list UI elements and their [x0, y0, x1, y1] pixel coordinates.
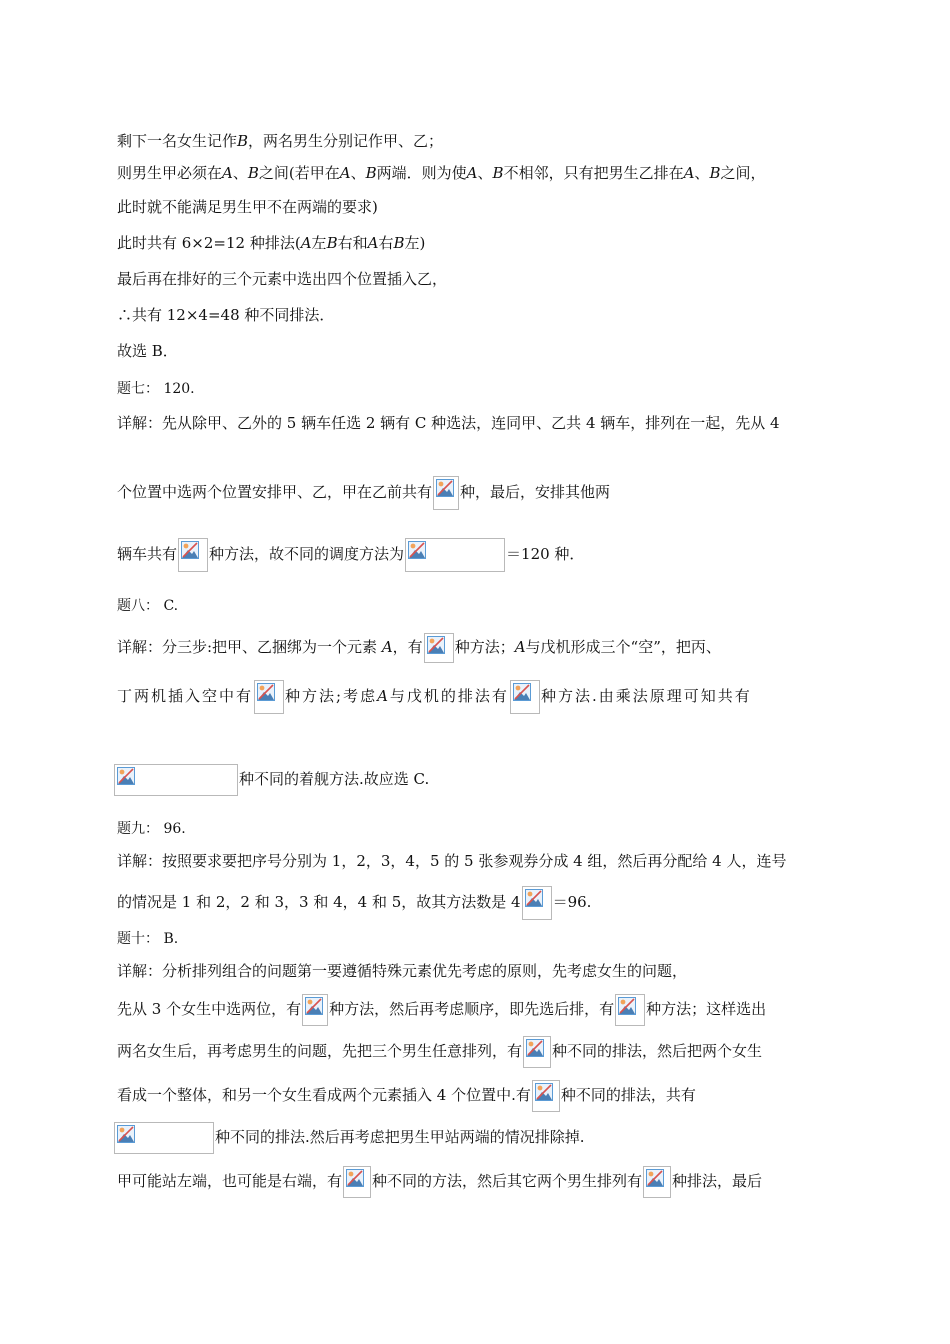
text-line: 种不同的排法.然后再考虑把男生甲站两端的情况排除掉.: [113, 1122, 585, 1144]
text-line: 剩下一名女生记作B，两名男生分别记作甲、乙；: [117, 132, 444, 150]
question-heading: 题十： B.: [117, 931, 179, 947]
text-line: 详解：分析排列组合的问题第一要遵循特殊元素优先考虑的原则，先考虑女生的问题，: [117, 962, 688, 980]
question-heading: 题八： C.: [117, 598, 179, 614]
broken-image-icon: [643, 1166, 671, 1198]
text-line: 详解：按照要求要把序号分别为 1，2，3，4，5 的 5 张参观券分成 4 组，然后再分配给 4 人，连号: [117, 852, 787, 870]
text-line: ∴共有 12×4=48 种不同排法．: [117, 306, 335, 324]
broken-image-icon: [405, 538, 505, 572]
text-line: 此时就不能满足男生甲不在两端的要求): [117, 198, 378, 216]
text-line: 则男生甲必须在A、B之间(若甲在A、B两端．则为使A、B不相邻，只有把男生乙排在A、B之间，: [117, 164, 766, 182]
text-line: 两名女生后，再考虑男生的问题，先把三个男生任意排列，有 种不同的排法，然后把两个女生: [117, 1036, 762, 1058]
text-line: 辆车共有 种方法，故不同的调度方法为 ＝120 种．: [117, 538, 584, 560]
text-line: 最后再在排好的三个元素中选出四个位置插入乙，: [117, 270, 448, 288]
text-line: 丁两机插入空中有 种方法;考虑A与戊机的排法有 种方法.由乘法原理可知共有: [117, 680, 752, 702]
broken-image-icon: [424, 633, 454, 663]
broken-image-icon: [343, 1166, 371, 1198]
text-line: 的情况是 1 和 2，2 和 3，3 和 4，4 和 5，故其方法数是 4 ＝96.: [117, 886, 591, 908]
text-line: 详解：先从除甲、乙外的 5 辆车任选 2 辆有 C 种选法，连同甲、乙共 4 辆车，排列在一起，先从 4: [117, 414, 780, 432]
text-line: 种不同的着舰方法.故应选 C.: [113, 764, 429, 786]
broken-image-icon: [523, 1036, 551, 1068]
text-line: 看成一个整体，和另一个女生看成两个元素插入 4 个位置中.有 种不同的排法，共有: [117, 1080, 696, 1102]
broken-image-icon: [114, 1122, 214, 1154]
question-heading: 题九： 96.: [117, 821, 186, 837]
broken-image-icon: [615, 994, 645, 1026]
broken-image-icon: [433, 476, 459, 510]
broken-image-icon: [302, 994, 328, 1026]
text-line: 甲可能站左端，也可能是右端，有 种不同的方法，然后其它两个男生排列有 种排法，最后: [117, 1166, 762, 1188]
broken-image-icon: [114, 764, 238, 796]
text-line: 故选 B．: [117, 342, 178, 360]
broken-image-icon: [522, 886, 552, 920]
text-line: 详解：分三步:把甲、乙捆绑为一个元素 A，有 种方法；A与戊机形成三个“空”，把丙、: [117, 633, 721, 655]
text-line: 个位置中选两个位置安排甲、乙，甲在乙前共有 种，最后，安排其他两: [117, 476, 610, 498]
question-heading: 题七： 120.: [117, 381, 195, 397]
broken-image-icon: [178, 538, 208, 572]
text-line: 先从 3 个女生中选两位，有 种方法，然后再考虑顺序，即先选后排，有 种方法；这样选出: [117, 994, 766, 1016]
text-line: 此时共有 6×2=12 种排法(A左B右和A右B左): [117, 234, 426, 252]
broken-image-icon: [254, 680, 284, 714]
broken-image-icon: [532, 1080, 560, 1112]
broken-image-icon: [510, 680, 540, 714]
